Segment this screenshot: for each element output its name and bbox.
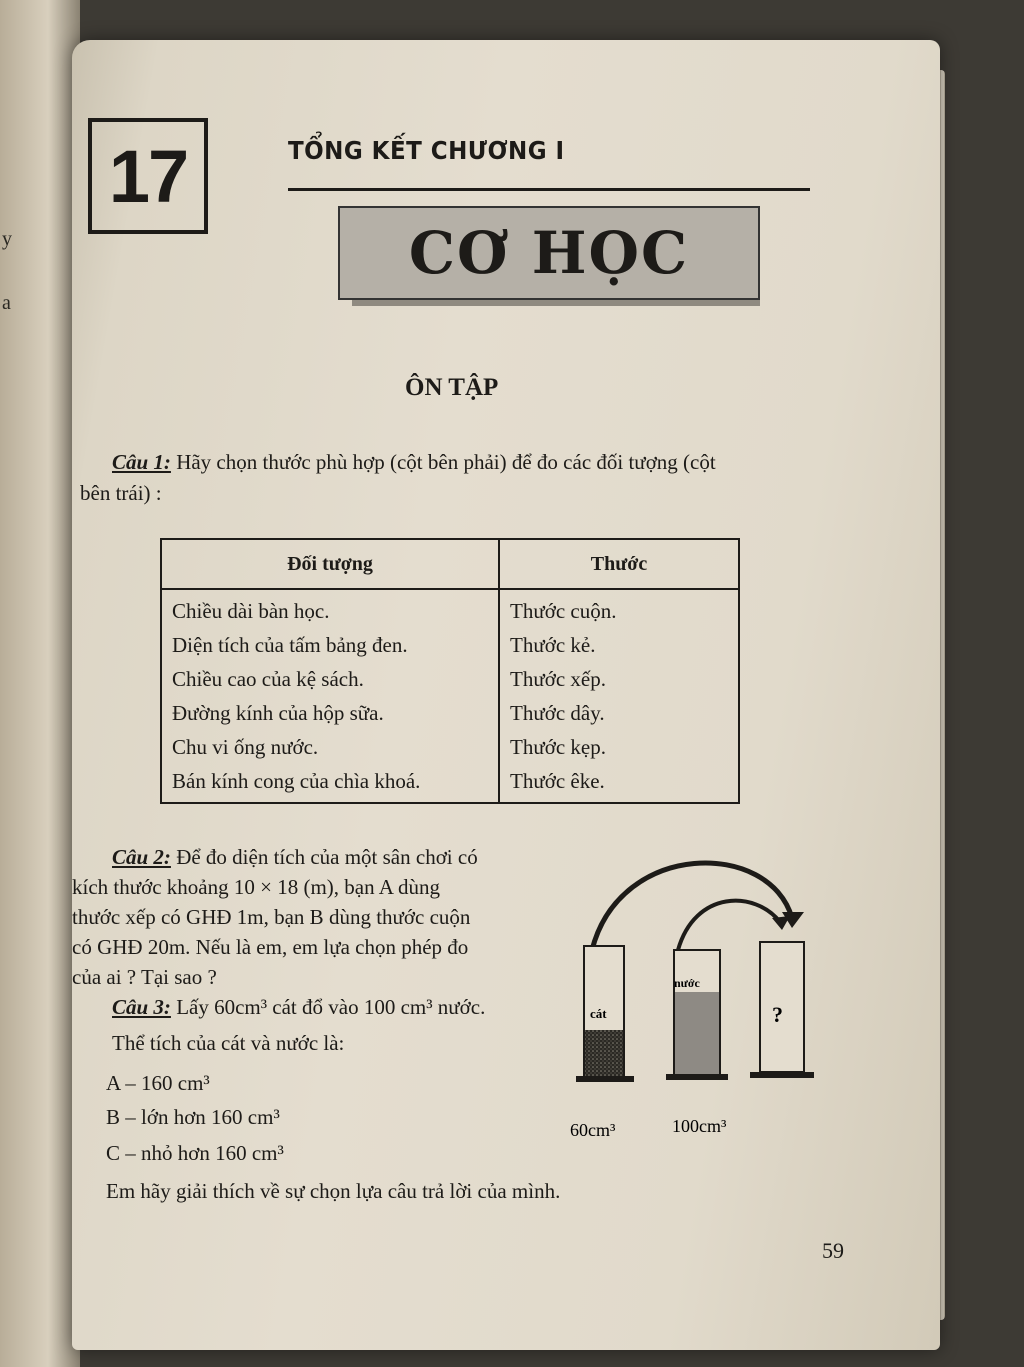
cylinders-figure	[560, 850, 840, 1150]
table-header-ruler: Thước	[499, 539, 739, 589]
ruler-table	[160, 538, 740, 804]
q2-line: thước xếp có GHĐ 1m, bạn B dùng thước cuộn	[72, 905, 471, 929]
q2-line: kích thước khoảng 10 × 18 (m), bạn A dùng	[72, 875, 440, 899]
chapter-title: TỔNG KẾT CHƯƠNG I	[288, 136, 565, 165]
q2-line: có GHĐ 20m. Nếu là em, em lựa chọn phép đo	[72, 935, 469, 959]
table-row-object: Diện tích của tấm bảng đen.	[172, 633, 408, 657]
chapter-banner: CƠ HỌC	[338, 206, 760, 300]
caption-100: 100cm³	[672, 1116, 727, 1136]
table-row-object: Chiều cao của kệ sách.	[172, 667, 364, 691]
table-row-ruler: Thước êke.	[510, 769, 605, 793]
q3-option-c: C – nhỏ hơn 160 cm³	[106, 1141, 284, 1165]
table-row-ruler: Thước xếp.	[510, 667, 606, 691]
table-row-object: Đường kính của hộp sữa.	[172, 701, 384, 725]
q3-label: Câu 3:	[112, 995, 171, 1019]
q1-line1	[112, 447, 716, 477]
q3-closing: Em hãy giải thích về sự chọn lựa câu trả lời của mình.	[106, 1179, 561, 1203]
q3-prompt: Thể tích của cát và nước là:	[112, 1031, 345, 1055]
q3-text: Lấy 60cm³ cát đổ vào 100 cm³ nước.	[170, 995, 486, 1019]
table-row-ruler: Thước dây.	[510, 701, 605, 725]
caption-60: 60cm³	[570, 1120, 616, 1140]
q1-text: Hãy chọn thước phù hợp (cột bên phải) để đo các đối tượng (cột	[170, 450, 716, 474]
section-title: ÔN TẬP	[405, 374, 499, 401]
q3-line1	[112, 992, 485, 1022]
q1-label: Câu 1:	[112, 450, 171, 474]
table-row-object: Bán kính cong của chìa khoá.	[172, 769, 421, 793]
q2-label: Câu 2:	[112, 845, 171, 869]
chapter-number: 17	[88, 118, 208, 234]
table-row-ruler: Thước cuộn.	[510, 599, 617, 623]
table-row-object: Chu vi ống nước.	[172, 735, 319, 759]
q3-option-a: A – 160 cm³	[106, 1071, 210, 1095]
q2-text: Để đo diện tích của một sân chơi có	[170, 845, 478, 869]
q2-line: của ai ? Tại sao ?	[72, 965, 217, 989]
sand-label: cát	[590, 1006, 607, 1021]
page-number: 59	[822, 1238, 844, 1263]
margin-fragment: y	[2, 228, 12, 250]
table-row-ruler: Thước kẻ.	[510, 633, 596, 657]
cylinder-base	[666, 1074, 728, 1080]
water-label: nước	[674, 976, 700, 990]
object-column	[161, 589, 499, 803]
ruler-column	[499, 589, 739, 803]
sand-fill	[585, 1030, 623, 1076]
left-page-edge	[0, 0, 80, 1367]
title-rule	[288, 188, 810, 191]
q3-option-b: B – lớn hơn 160 cm³	[106, 1105, 280, 1129]
table-row-ruler: Thước kẹp.	[510, 735, 606, 759]
margin-fragment: a	[2, 292, 11, 314]
q2-line1	[112, 842, 478, 872]
q1-line2: bên trái) :	[80, 481, 162, 505]
arrow-head-icon	[772, 916, 790, 930]
question-mark-label: ?	[772, 1002, 783, 1027]
table-row-object: Chiều dài bàn học.	[172, 599, 330, 623]
water-fill	[675, 992, 719, 1074]
cylinder-base	[576, 1076, 634, 1082]
cylinder-base	[750, 1072, 814, 1078]
table-header-object: Đối tượng	[161, 539, 499, 589]
